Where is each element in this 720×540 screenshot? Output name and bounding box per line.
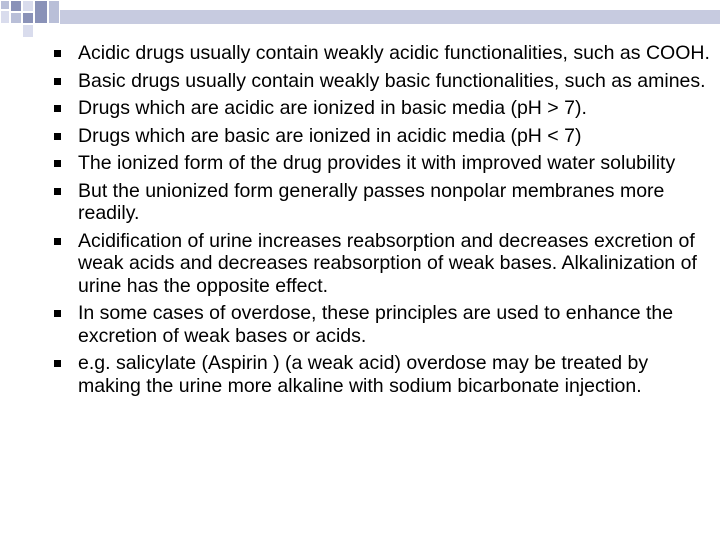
decor-square — [0, 10, 10, 24]
decor-square — [22, 12, 34, 24]
bullet-text: Acidic drugs usually contain weakly acidic functionalities, such as COOH. — [78, 42, 710, 64]
square-bullet-icon — [54, 360, 61, 367]
decor-square — [48, 0, 60, 24]
square-bullet-icon — [54, 188, 61, 195]
square-bullet-icon — [54, 160, 61, 167]
bullet-text: Drugs which are acidic are ionized in basic media (pH > 7). — [78, 97, 587, 119]
decor-square — [22, 0, 34, 12]
bullet-text: But the unionized form generally passes nonpolar membranes more readily. — [78, 179, 665, 224]
bullet-list — [46, 42, 714, 402]
decor-square — [22, 24, 34, 38]
decor-square — [10, 12, 22, 24]
bullet-item — [46, 352, 714, 397]
corner-decoration — [0, 0, 60, 40]
bullet-item — [46, 302, 714, 347]
bullet-item — [46, 230, 714, 298]
decor-square — [10, 0, 22, 12]
bullet-text: Basic drugs usually contain weakly basic functionalities, such as amines. — [78, 69, 706, 92]
bullet-text: In some cases of overdose, these principles are used to enhance the excretion of weak bases or acids. — [78, 302, 674, 347]
square-bullet-icon — [54, 310, 61, 317]
bullet-item — [46, 70, 714, 93]
bullet-text: Acidification of urine increases reabsorption and decreases excretion of weak acids and decreases reabsorption of weak bases. Alkalinization of urine has the opposite effect. — [78, 229, 697, 297]
bullet-item — [46, 125, 714, 148]
decor-square — [34, 0, 48, 24]
decor-square — [0, 0, 10, 10]
header-band — [60, 10, 720, 24]
square-bullet-icon — [54, 78, 61, 85]
bullet-item — [46, 97, 714, 120]
bullet-text: e.g. salicylate (Aspirin ) (a weak acid) overdose may be treated by making the urine more alkaline with sodium bicarbonate injection. — [78, 352, 649, 397]
square-bullet-icon — [54, 238, 61, 245]
square-bullet-icon — [54, 105, 61, 112]
bullet-item — [46, 180, 714, 225]
square-bullet-icon — [54, 50, 61, 57]
bullet-text: The ionized form of the drug provides it with improved water solubility — [78, 152, 676, 174]
bullet-item — [46, 152, 714, 175]
bullet-item — [46, 42, 714, 65]
square-bullet-icon — [54, 133, 61, 140]
bullet-text: Drugs which are basic are ionized in acidic media (pH < 7) — [78, 124, 582, 147]
